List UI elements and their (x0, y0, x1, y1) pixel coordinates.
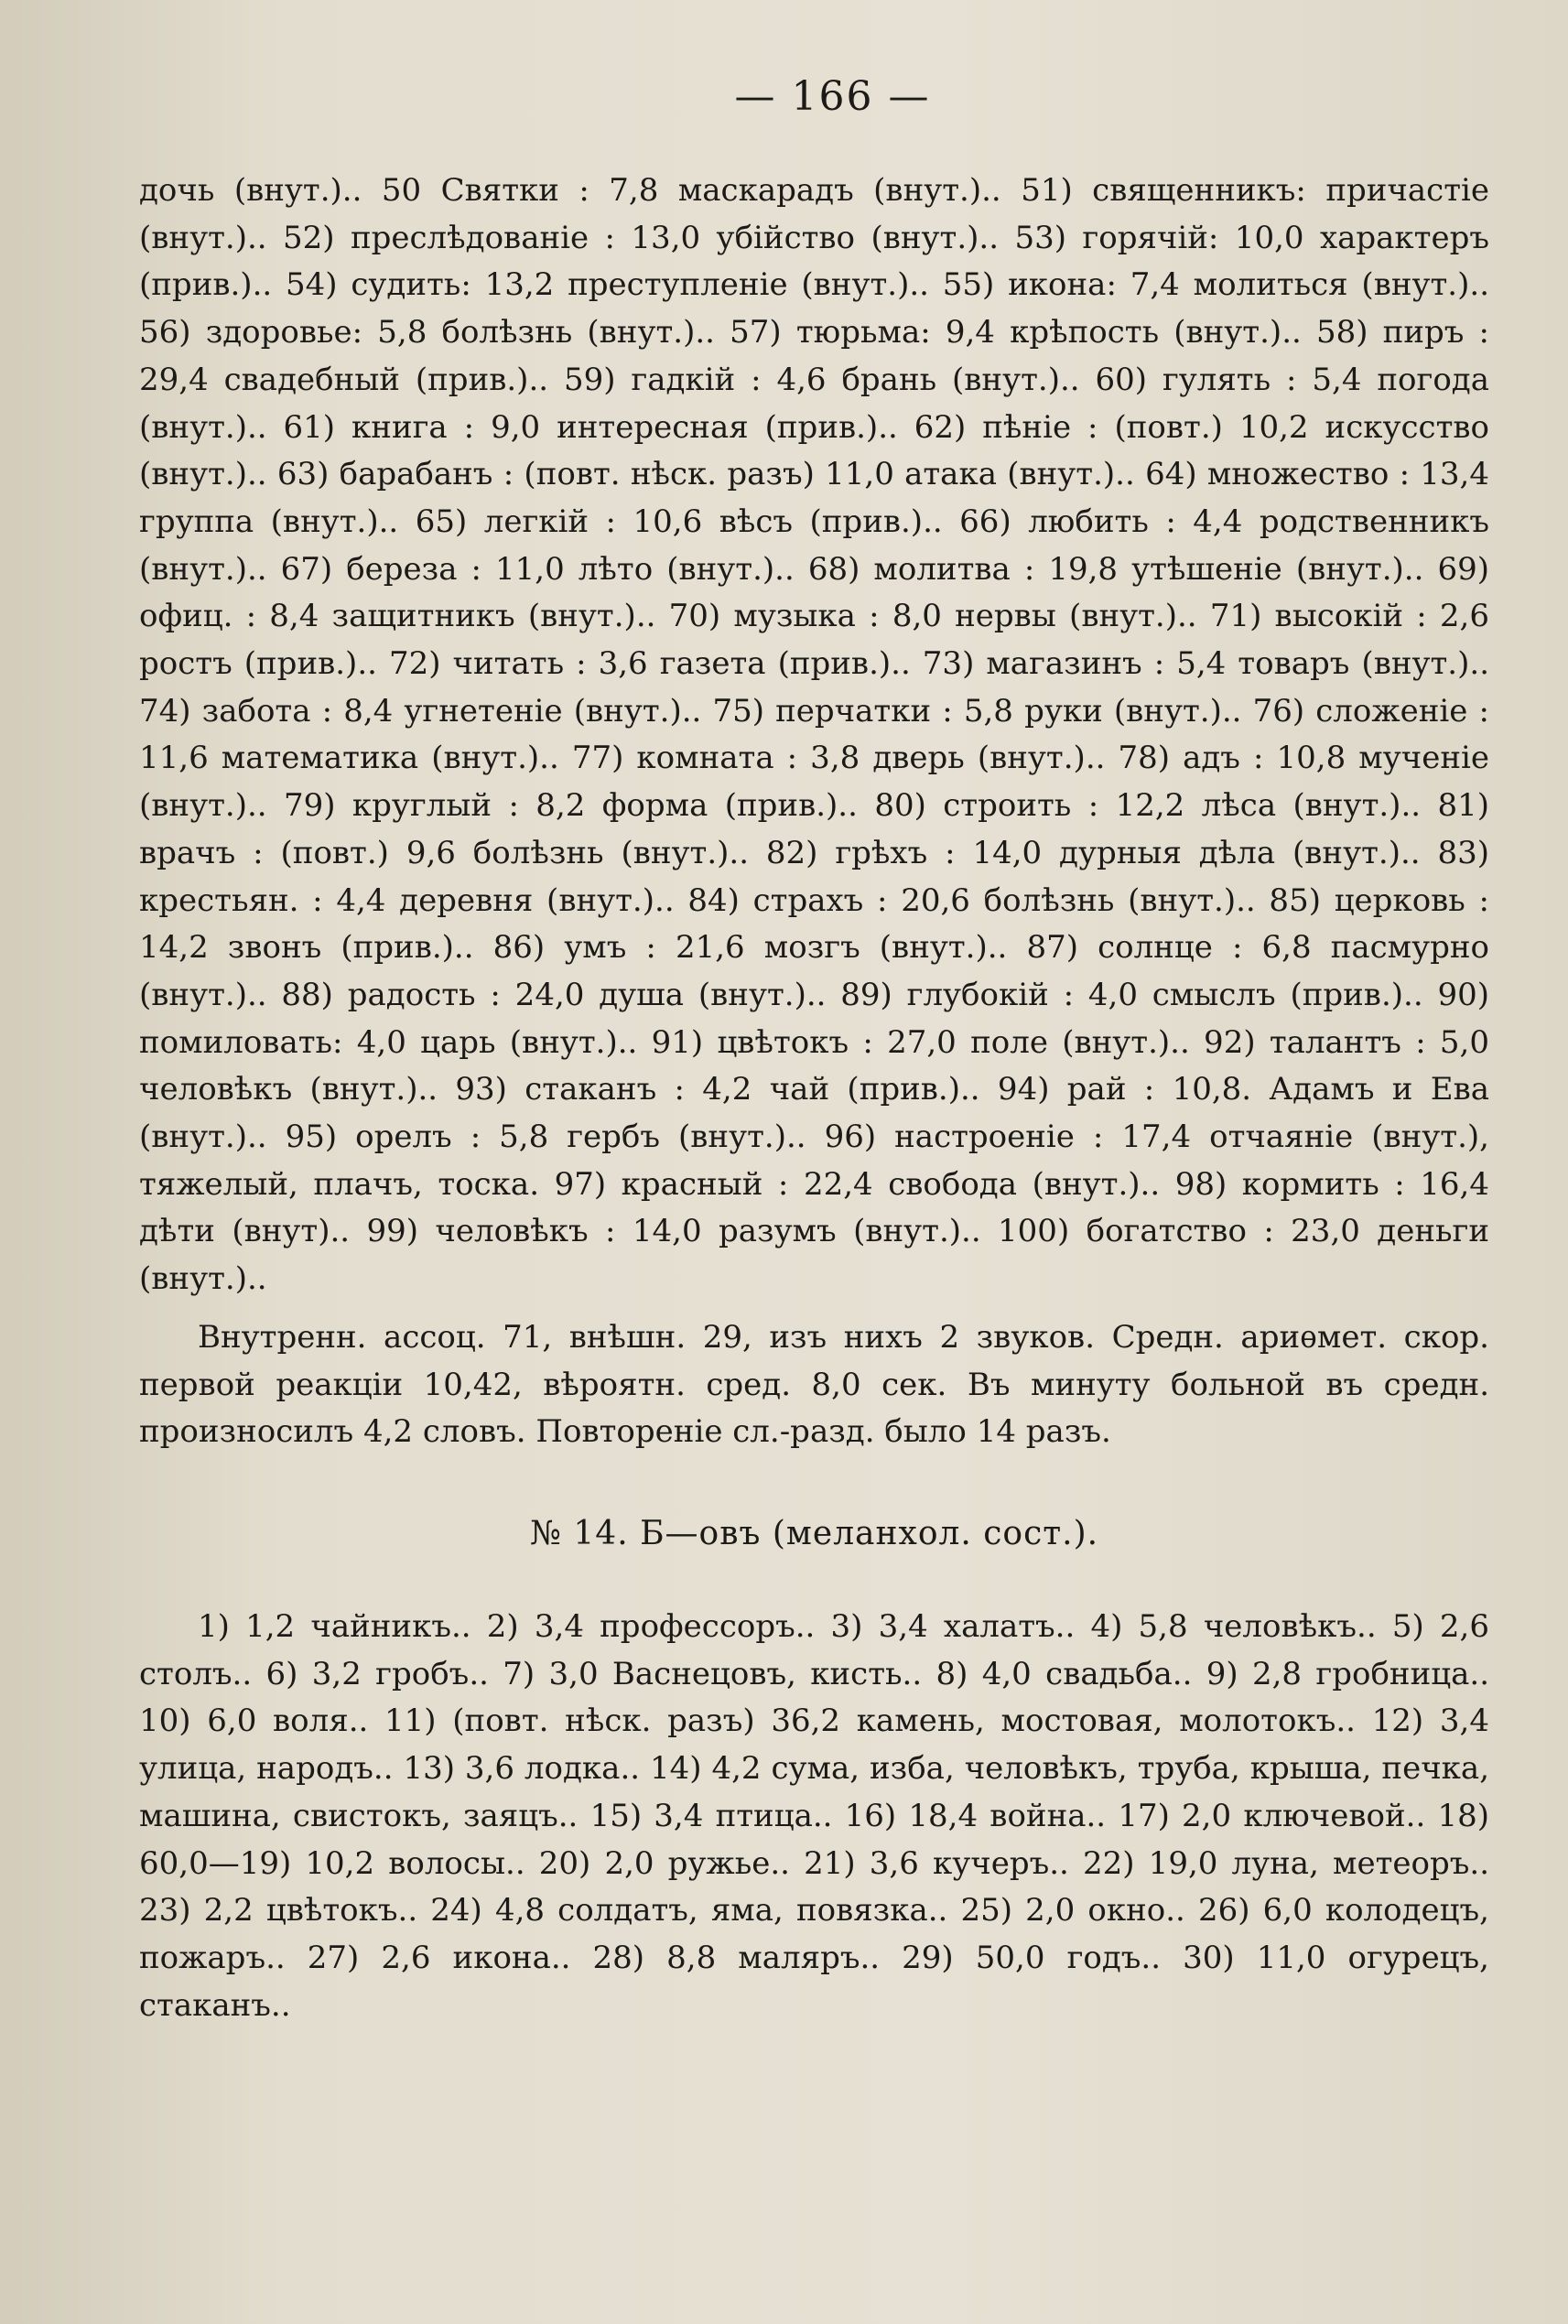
case-heading: № 14. Б—овъ (меланхол. сост.). (529, 1514, 1099, 1552)
responses-continued-paragraph: дочь (внут.).. 50 Святки : 7,8 маскарадъ (внут.).. 51) священникъ: причастіе (внут.).. 52) преслѣдованіе : 13,0 убійство (внут.).. 53) горячій: 10,0 характеръ (прив.).. 54) судить: 13,2 преступленіе (внут.).. 55) икона: 7,4 молиться (внут.).. 56) здоровье: 5,8 болѣзнь (внут.).. 57) тюрьма: 9,4 крѣпость (внут.).. 58) пиръ : 29,4 свадебный (прив.).. 59) гадкій : 4,6 брань (внут.).. 60) гулять : 5,4 погода (внут.).. 61) книга : 9,0 интересная (прив.).. 62) пѣніе : (повт.) 10,2 искусство (внут.).. 63) барабанъ : (повт. нѣск. разъ) 11,0 атака (внут.).. 64) множество : 13,4 группа (внут.).. 65) легкій : 10,6 вѣсъ (прив.).. 66) любить : 4,4 родственникъ (внут.).. 67) береза : 11,0 лѣто (внут.).. 68) молитва : 19,8 утѣшеніе (внут.).. 69) офиц. : 8,4 защитникъ (внут.).. 70) музыка : 8,0 нервы (внут.).. 71) высокій : 2,6 ростъ (прив.).. 72) читать : 3,6 газета (прив.).. 73) магазинъ : 5,4 товаръ (внут.).. 74) забота : 8,4 угнетеніе (внут.).. 75) перчатки : 5,8 руки (внут.).. 76) сложеніе : 11,6 математика (внут.).. 77) комната : 3,8 дверь (внут.).. 78) адъ : 10,8 мученіе (внут.).. 79) круглый : 8,2 форма (прив.).. 80) строить : 12,2 лѣса (внут.).. 81) врачъ : (повт.) 9,6 болѣзнь (внут.).. 82) грѣхъ : 14,0 дурныя дѣла (внут.).. 83) крестьян. : 4,4 деревня (внут.).. 84) страхъ : 20,6 болѣзнь (внут.).. 85) церковь : 14,2 звонъ (прив.).. 86) умъ : 21,6 мозгъ (внут.).. 87) солнце : 6,8 пасмурно (внут.).. 88) радость : 24,0 душа (внут.).. 89) глубокій : 4,0 смыслъ (прив.).. 90) помиловать: 4,0 царь (внут.).. 91) цвѣтокъ : 27,0 поле (внут.).. 92) талантъ : 5,0 человѣкъ (внут.).. 93) стаканъ : 4,2 чай (прив.).. 94) рай : 10,8. Адамъ и Ева (внут.).. 95) орелъ : 5,8 гербъ (внут.).. 96) настроеніе : 17,4 отчаяніе (внут.), тяжелый, плачъ, тоска. 97) красный : 22,4 свобода (внут.).. 98) кормить : 16,4 дѣти (внут).. 99) человѣкъ : 14,0 разумъ (внут.).. 100) богатство : 23,0 деньги (внут.).. (139, 172, 1489, 1298)
summary-paragraph: Внутренн. ассоц. 71, внѣшн. 29, изъ нихъ 2 звуков. Средн. ариѳмет. скор. первой реакціи 10,42, вѣроятн. сред. 8,0 сек. Въ минуту больной въ средн. произносилъ 4,2 словъ. Повтореніе сл.-разд. было 14 разъ. (139, 1318, 1489, 1451)
case-responses-paragraph: 1) 1,2 чайникъ.. 2) 3,4 профессоръ.. 3) 3,4 халатъ.. 4) 5,8 человѣкъ.. 5) 2,6 столъ.. 6) 3,2 гробъ.. 7) 3,0 Васнецовъ, кисть.. 8) 4,0 свадьба.. 9) 2,8 гробница.. 10) 6,0 воля.. 11) (повт. нѣск. разъ) 36,2 камень, мостовая, молотокъ.. 12) 3,4 улица, народъ.. 13) 3,6 лодка.. 14) 4,2 сума, изба, человѣкъ, труба, крыша, печка, машина, свистокъ, заяцъ.. 15) 3,4 птица.. 16) 18,4 война.. 17) 2,0 ключевой.. 18) 60,0—19) 10,2 волосы.. 20) 2,0 ружье.. 21) 3,6 кучеръ.. 22) 19,0 луна, метеоръ.. 23) 2,2 цвѣтокъ.. 24) 4,8 солдатъ, яма, повязка.. 25) 2,0 окно.. 26) 6,0 колодецъ, пожаръ.. 27) 2,6 икона.. 28) 8,8 маляръ.. 29) 50,0 годъ.. 30) 11,0 огурецъ, стаканъ.. (139, 1607, 1489, 2024)
page-number: — 166 — (734, 73, 931, 120)
